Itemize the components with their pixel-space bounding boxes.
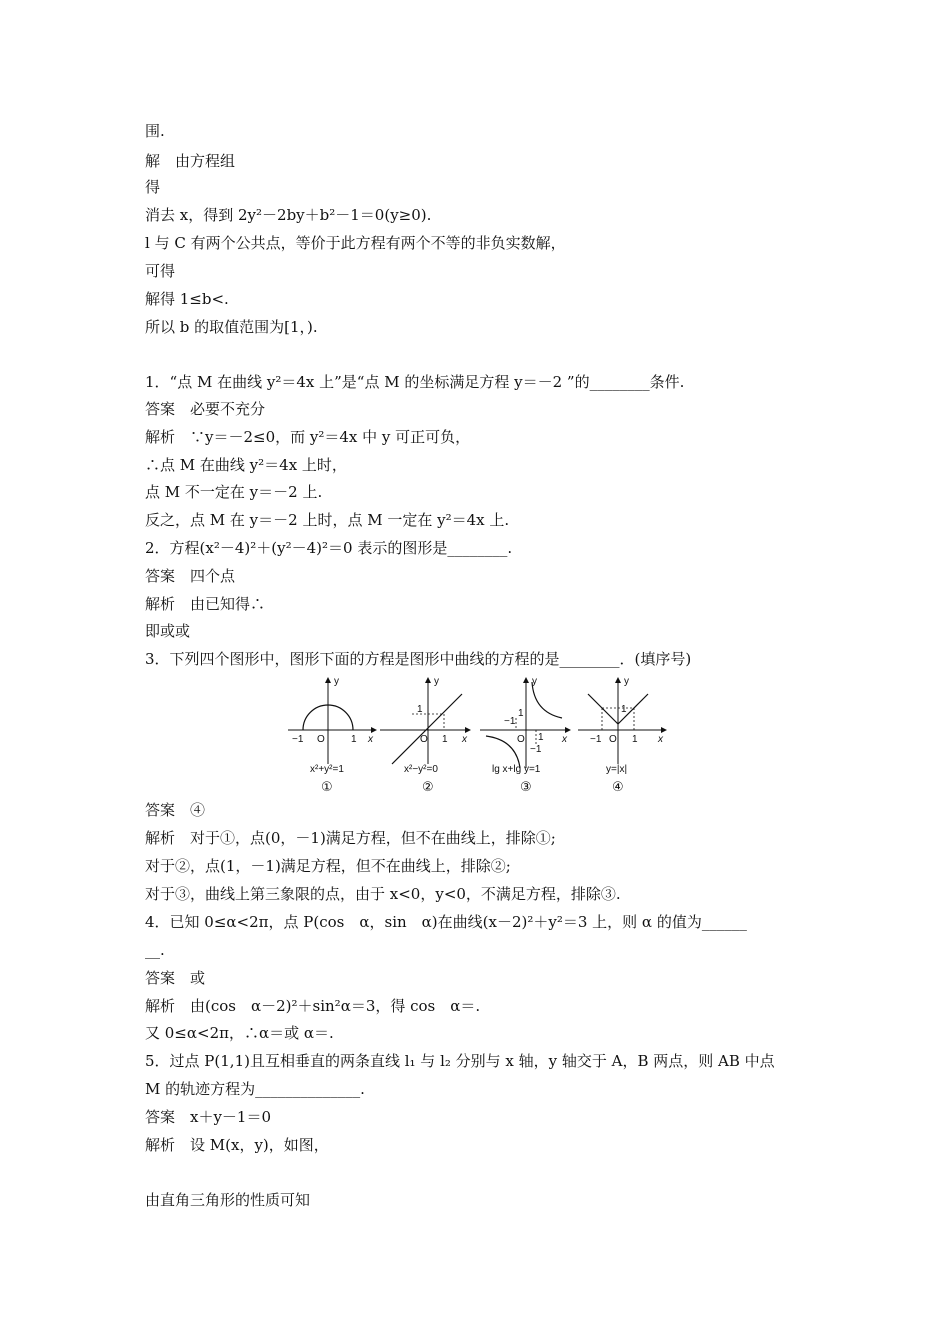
text-line: l 与 C 有两个公共点，等价于此方程有两个不等的非负实数解， xyxy=(145,234,566,252)
graph-equation: x²+y²=1 xyxy=(310,764,344,775)
analysis-text: 解析 ∵y＝－2≤0，而 y²＝4x 中 y 可正可负， xyxy=(145,428,471,446)
function-graphs-figure xyxy=(280,672,670,800)
text-line: 可得 xyxy=(145,262,176,280)
axis-label: y xyxy=(334,676,339,687)
axis-label: x xyxy=(562,734,567,745)
analysis-text: 解析 设 M(x，y)，如图， xyxy=(145,1136,329,1154)
question-2: 2．方程(x²－4)²＋(y²－4)²＝0 表示的图形是________. xyxy=(145,539,513,557)
graph-circle xyxy=(288,676,376,794)
answer-label: 答案 或 xyxy=(145,969,206,987)
text-line: ∴点 M 在曲线 y²＝4x 上时， xyxy=(145,456,347,474)
text-line: 消去 x，得到 2y²－2by＋b²－1＝0(y≥0). xyxy=(145,206,432,224)
tick-label: 1 xyxy=(518,708,524,719)
graph-lines xyxy=(380,676,470,794)
axis-label: x xyxy=(368,734,373,745)
graph-number: ③ xyxy=(520,779,532,794)
text-line: 即或或 xyxy=(145,622,191,640)
axis-label: x xyxy=(658,734,663,745)
tick-label: 1 xyxy=(417,704,423,715)
graph-number: ② xyxy=(422,779,434,794)
tick-label: 1 xyxy=(351,734,357,745)
tick-label: −1 xyxy=(590,734,602,745)
text-line: 又 0≤α<2π，∴α＝或 α＝. xyxy=(145,1024,334,1042)
question-1: 1．“点 M 在曲线 y²＝4x 上”是“点 M 的坐标满足方程 y＝－2 ”的________条件. xyxy=(145,373,685,391)
tick-label: 1 xyxy=(621,704,627,715)
text-line: 解 由方程组 xyxy=(145,152,236,170)
tick-label: −1 xyxy=(530,744,542,755)
text-line: M 的轨迹方程为______________. xyxy=(145,1080,365,1098)
answer-label: 答案 ④ xyxy=(145,801,206,819)
text-line: 由直角三角形的性质可知 xyxy=(145,1191,311,1209)
question-3: 3．下列四个图形中，图形下面的方程是图形中曲线的方程的是________．(填序号) xyxy=(145,650,692,668)
text-line: 解得 1≤b<. xyxy=(145,290,229,308)
graph-absolute-value xyxy=(578,676,666,794)
answer-label: 答案 x＋y－1＝0 xyxy=(145,1108,272,1126)
analysis-text: 解析 由已知得∴ xyxy=(145,595,266,613)
tick-label: 1 xyxy=(632,734,638,745)
answer-label: 答案 四个点 xyxy=(145,567,236,585)
tick-label: 1 xyxy=(538,732,544,743)
graph-hyperbola xyxy=(480,676,570,794)
graph-equation: x²−y²=0 xyxy=(404,764,438,775)
question-5: 5．过点 P(1,1)且互相垂直的两条直线 l₁ 与 l₂ 分别与 x 轴，y 轴交于 A，B 两点，则 AB 中点 xyxy=(145,1052,775,1070)
text-line: 得 xyxy=(145,178,161,196)
question-4: 4．已知 0≤α<2π，点 P(cos α，sin α)在曲线(x－2)²＋y²＝3 上，则 α 的值为______ xyxy=(145,913,747,931)
origin-label: O xyxy=(317,734,325,745)
graph-equation: y=|x| xyxy=(606,764,628,775)
text-line: 围. xyxy=(145,122,165,140)
axis-label: y xyxy=(624,676,629,687)
origin-label: O xyxy=(517,734,525,745)
text-line: 反之，点 M 在 y＝－2 上时，点 M 一定在 y²＝4x 上. xyxy=(145,511,510,529)
graph-equation: lg x+lg y=1 xyxy=(492,764,541,775)
analysis-text: 解析 对于①，点(0，－1)满足方程，但不在曲线上，排除①; xyxy=(145,829,556,847)
text-line: 点 M 不一定在 y＝－2 上. xyxy=(145,483,323,501)
text-line: __. xyxy=(145,941,165,959)
origin-label: O xyxy=(420,734,428,745)
analysis-text: 解析 由(cos α－2)²＋sin²α＝3，得 cos α＝. xyxy=(145,997,481,1015)
text-line: 所以 b 的取值范围为[1，). xyxy=(145,318,318,336)
graph-number: ④ xyxy=(612,779,624,794)
axis-label: y xyxy=(532,676,537,687)
graph-number: ① xyxy=(321,779,333,794)
axis-label: x xyxy=(462,734,467,745)
tick-label: 1 xyxy=(442,734,448,745)
axis-label: y xyxy=(434,676,439,687)
text-line: 对于②，点(1，－1)满足方程，但不在曲线上，排除②; xyxy=(145,857,511,875)
origin-label: O xyxy=(609,734,617,745)
tick-label: −1 xyxy=(504,716,516,727)
text-line: 对于③，曲线上第三象限的点，由于 x<0，y<0，不满足方程，排除③. xyxy=(145,885,621,903)
tick-label: −1 xyxy=(292,734,304,745)
answer-label: 答案 必要不充分 xyxy=(145,400,266,418)
